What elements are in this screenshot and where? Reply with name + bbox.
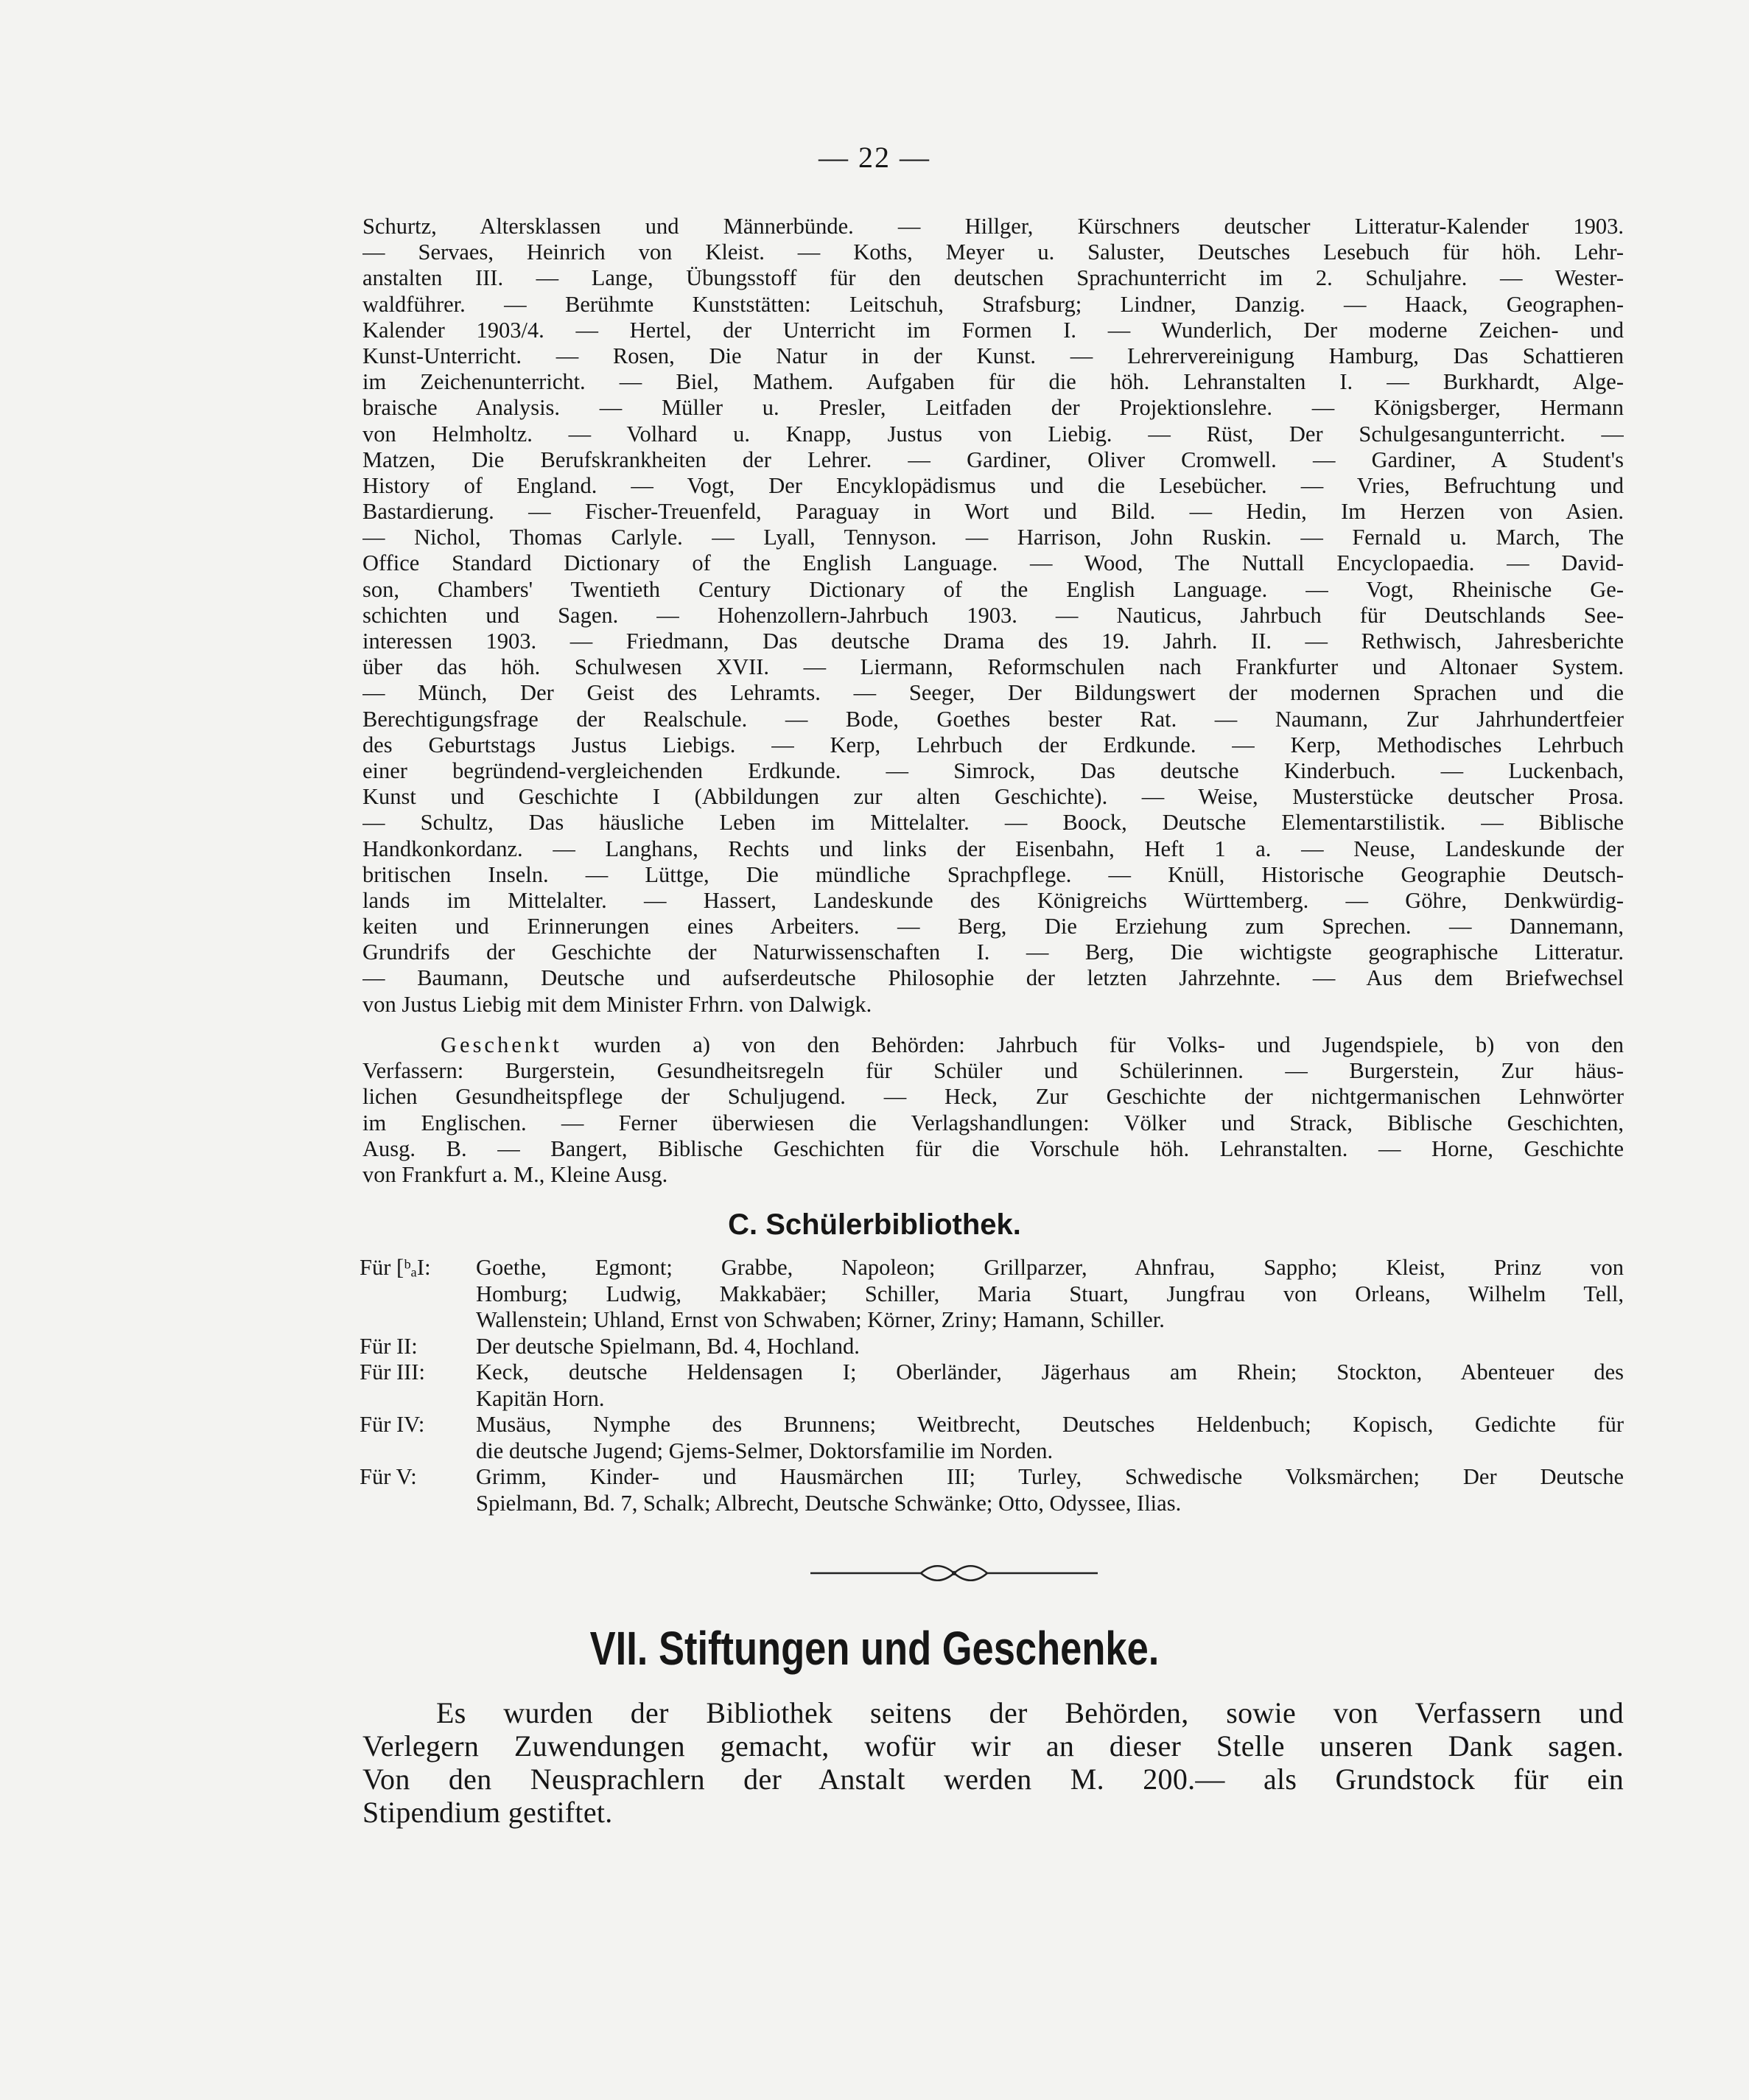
text-line	[362, 1032, 1624, 1058]
ornament-divider-icon	[810, 1564, 1098, 1583]
section-heading-stiftungen: VII. Stiftungen und Geschenke.	[589, 1622, 1160, 1675]
class-label: Für [ᵇₐI:	[360, 1255, 431, 1280]
text-line: Von den Neusprachlern der Anstalt werden M. 200.— als Grundstock für ein	[362, 1763, 1624, 1796]
text-line: keiten und Erinnerungen eines Arbeiters. — Berg, Die Erziehung zum Sprechen. — Dannemann,	[362, 914, 1624, 939]
text-line: son, Chambers' Twentieth Century Dictionary of the English Language. — Vogt, Rheinische Ge-	[362, 576, 1624, 602]
text-line: Kalender 1903/4. — Hertel, der Unterricht im Formen I. — Wunderlich, Der moderne Zeichen- und	[362, 317, 1624, 343]
text-line: von Helmholtz. — Volhard u. Knapp, Justus von Liebig. — Rüst, Der Schulgesangunterricht. —	[362, 421, 1624, 447]
text-line: Spielmann, Bd. 7, Schalk; Albrecht, Deutsche Schwänke; Otto, Odyssee, Ilias.	[476, 1490, 1182, 1516]
text-line: — Nichol, Thomas Carlyle. — Lyall, Tennyson. — Harrison, John Ruskin. — Fernald u. March, The	[362, 525, 1624, 550]
class-label: Für IV:	[360, 1412, 425, 1437]
text-line: lichen Gesundheitspflege der Schuljugend. — Heck, Zur Geschichte der nichtgermanischen Lehnwörter	[362, 1084, 1624, 1110]
text-line: Verfassern: Burgerstein, Gesundheitsregeln für Schüler und Schülerinnen. — Burgerstein, Zur häus-	[362, 1058, 1624, 1084]
book-list	[362, 214, 1624, 1018]
text-line: Wallenstein; Uhland, Ernst von Schwaben; Körner, Zriny; Hamann, Schiller.	[476, 1307, 1165, 1332]
text-line: — Schultz, Das häusliche Leben im Mittelalter. — Boock, Deutsche Elementarstilistik. — Biblische	[362, 810, 1624, 836]
gifts-first-line: wurden a) von den Behörden: Jahrbuch für Volks- und Jugendspiele, b) von den	[561, 1032, 1624, 1057]
text-line: Bastardierung. — Fischer-Treuenfeld, Paraguay in Wort und Bild. — Hedin, Im Herzen von Asien.	[362, 499, 1624, 525]
text-line: waldführer. — Berühmte Kunststätten: Leitschuh, Strafsburg; Lindner, Danzig. — Haack, Geographen-	[362, 291, 1624, 317]
text-line: die deutsche Jugend; Gjems-Selmer, Doktorsfamilie im Norden.	[476, 1438, 1054, 1463]
text-line: History of England. — Vogt, Der Encyklopädismus und die Lesebücher. — Vries, Befruchtung und	[362, 472, 1624, 498]
text-line: Grundrifs der Geschichte der Naturwissenschaften I. — Berg, Die wichtigste geographische Litteratur.	[362, 939, 1624, 965]
text-line: im Englischen. — Ferner überwiesen die Verlagshandlungen: Völker und Strack, Biblische Geschichten,	[362, 1110, 1624, 1135]
text-line: Schurtz, Altersklassen und Männerbünde. — Hillger, Kürschners deutscher Litteratur-Kalender 1903.	[362, 214, 1624, 239]
class-entry	[360, 1464, 1624, 1516]
text-line: Goethe, Egmont; Grabbe, Napoleon; Grillparzer, Ahnfrau, Sappho; Kleist, Prinz von	[476, 1255, 1624, 1280]
text-line: Stipendium gestiftet.	[362, 1796, 613, 1829]
text-line: Der deutsche Spielmann, Bd. 4, Hochland.	[476, 1333, 860, 1359]
text-line: — Münch, Der Geist des Lehramts. — Seeger, Der Bildungswert der modernen Sprachen und die	[362, 680, 1624, 706]
class-label: Für II:	[360, 1333, 418, 1359]
text-line: über das höh. Schulwesen XVII. — Liermann, Reformschulen nach Frankfurter und Altonaer System.	[362, 654, 1624, 680]
text-line: Office Standard Dictionary of the English Language. — Wood, The Nuttall Encyclopaedia. — David-	[362, 550, 1624, 576]
class-entry	[360, 1412, 1624, 1464]
text-line: Musäus, Nymphe des Brunnens; Weitbrecht, Deutsches Heldenbuch; Kopisch, Gedichte für	[476, 1412, 1624, 1437]
text-line: Grimm, Kinder- und Hausmärchen III; Turley, Schwedische Volksmärchen; Der Deutsche	[476, 1464, 1624, 1489]
gifts-paragraph	[362, 1032, 1624, 1188]
text-line: Berechtigungsfrage der Realschule. — Bode, Goethes bester Rat. — Naumann, Zur Jahrhundertfeier	[362, 706, 1624, 732]
class-label: Für V:	[360, 1464, 417, 1489]
class-label: Für III:	[360, 1359, 425, 1385]
class-entry	[360, 1359, 1624, 1412]
text-line: Kunst und Geschichte I (Abbildungen zur alten Geschichte). — Weise, Musterstücke deutscher Prosa.	[362, 784, 1624, 810]
text-line: Homburg; Ludwig, Makkabäer; Schiller, Maria Stuart, Jungfrau von Orleans, Wilhelm Tell,	[476, 1281, 1624, 1306]
text-line: von Justus Liebig mit dem Minister Frhrn. von Dalwigk.	[362, 991, 872, 1017]
text-line: Handkonkordanz. — Langhans, Rechts und links der Eisenbahn, Heft 1 a. — Neuse, Landeskunde der	[362, 836, 1624, 861]
text-line: einer begründend-vergleichenden Erdkunde. — Simrock, Das deutsche Kinderbuch. — Luckenbach,	[362, 757, 1624, 783]
stiftungen-paragraph	[362, 1696, 1624, 1829]
text-line: — Servaes, Heinrich von Kleist. — Koths, Meyer u. Saluster, Deutsches Lesebuch für höh. Lehr-	[362, 239, 1624, 265]
section-heading-schuelerbibliothek: C. Schülerbibliothek.	[728, 1208, 1021, 1241]
text-line: britischen Inseln. — Lüttge, Die mündliche Sprachpflege. — Knüll, Historische Geographie Deutsch-	[362, 861, 1624, 887]
text-line: braische Analysis. — Müller u. Presler, Leitfaden der Projektionslehre. — Königsberger, Hermann	[362, 395, 1624, 421]
text-line: von Frankfurt a. M., Kleine Ausg.	[362, 1161, 668, 1187]
page-number: — 22 —	[819, 141, 930, 174]
text-line: Keck, deutsche Heldensagen I; Oberländer, Jägerhaus am Rhein; Stockton, Abenteuer des	[476, 1359, 1624, 1385]
text-line: schichten und Sagen. — Hohenzollern-Jahrbuch 1903. — Nauticus, Jahrbuch für Deutschlands See-	[362, 602, 1624, 628]
text-line: Es wurden der Bibliothek seitens der Behörden, sowie von Verfassern und	[436, 1696, 1624, 1729]
text-line: im Zeichenunterricht. — Biel, Mathem. Aufgaben für die höh. Lehranstalten I. — Burkhardt, Alge-	[362, 369, 1624, 395]
text-line: Kapitän Horn.	[476, 1385, 605, 1411]
student-library-list	[360, 1255, 1624, 1516]
text-line: anstalten III. — Lange, Übungsstoff für den deutschen Sprachunterricht im 2. Schuljahre. — Wester-	[362, 265, 1624, 291]
gifts-lead-word: Geschenkt	[441, 1032, 562, 1057]
class-entry	[360, 1334, 1624, 1360]
text-line: des Geburtstags Justus Liebigs. — Kerp, Lehrbuch der Erdkunde. — Kerp, Methodisches Lehrbuch	[362, 732, 1624, 757]
text-line: interessen 1903. — Friedmann, Das deutsche Drama des 19. Jahrh. II. — Rethwisch, Jahresberichte	[362, 629, 1624, 654]
text-line: Verlegern Zuwendungen gemacht, wofür wir an dieser Stelle unseren Dank sagen.	[362, 1729, 1624, 1763]
text-line: lands im Mittelalter. — Hassert, Landeskunde des Königreichs Württemberg. — Göhre, Denkwürdig-	[362, 887, 1624, 913]
text-line: Kunst-Unterricht. — Rosen, Die Natur in der Kunst. — Lehrervereinigung Hamburg, Das Schattieren	[362, 343, 1624, 368]
text-line: Matzen, Die Berufskrankheiten der Lehrer. — Gardiner, Oliver Cromwell. — Gardiner, A Student's	[362, 447, 1624, 472]
text-line: Ausg. B. — Bangert, Biblische Geschichten für die Vorschule höh. Lehranstalten. — Horne, Geschichte	[362, 1135, 1624, 1161]
class-entry	[360, 1255, 1624, 1334]
text-line: — Baumann, Deutsche und aufserdeutsche Philosophie der letzten Jahrzehnte. — Aus dem Briefwechsel	[362, 965, 1624, 991]
